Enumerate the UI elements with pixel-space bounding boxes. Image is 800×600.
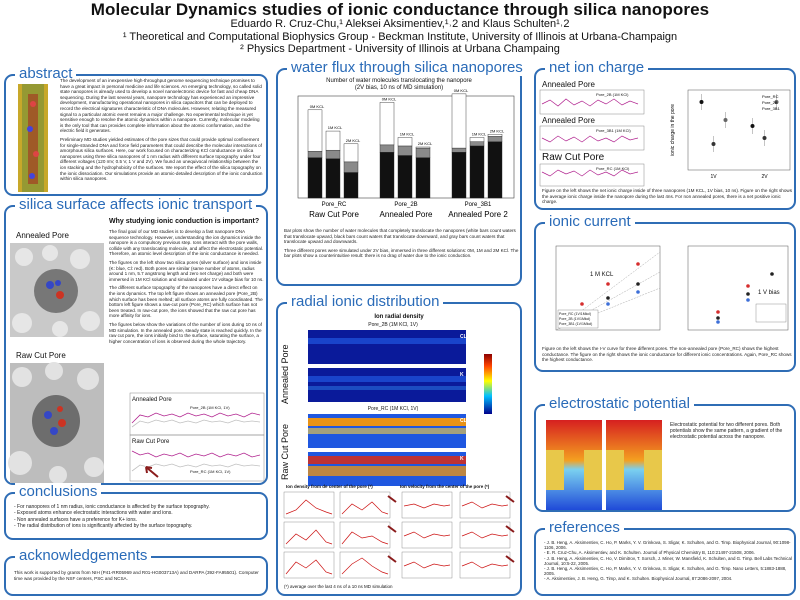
net-ion-point <box>763 136 767 140</box>
silica-title: silica surface affects ionic transport <box>15 196 256 213</box>
radial-map-title: Ion radial density <box>374 314 424 320</box>
net-ion-point <box>700 100 704 104</box>
references-panel <box>534 519 796 596</box>
water-bar <box>344 144 358 162</box>
water-bar-label: 1M KCL <box>471 131 487 137</box>
radial-ylabel-annealed: Annealed Pore <box>280 344 290 404</box>
iv-label: 1 M KCL <box>590 272 614 278</box>
net-ion-tag-3: Pore_RC (1M KCl) <box>596 166 630 171</box>
water-bar <box>344 162 358 173</box>
net-ion-label-3: Raw Cut Pore <box>542 152 605 163</box>
silica-paragraph-3: The different surface topography of the nanopores have a direct effect on the ions dynamics. The top left figure shows an annealed pore (Pore_2B) which surface has been melted; all surface atoms are fully coordinated. The bottom left figure shows a raw-cut pore (Pore_RC) which surface has not been treated. In raw-cut pore, the ions showed that the raw cut pore has more affinity for ions. <box>109 285 263 319</box>
graph2-label: Raw Cut Pore <box>132 439 170 445</box>
water-bar <box>416 158 430 198</box>
silica-heading: Why studying ionic conduction is important? <box>109 218 260 225</box>
cl-label-2: CL <box>460 418 467 424</box>
net-ion-legend-entry: Pore_RC <box>762 94 779 99</box>
net-ion-category-label: 2V <box>761 174 768 180</box>
net-ion-legend-entry: Pore_2B <box>762 100 778 105</box>
ion-density-subtitle: Ion density from de center of the pore (*) <box>286 484 373 489</box>
net-ion-point <box>751 124 755 128</box>
abstract-paragraph-1: The development of an inexpensive high-throughput genome sequencing technique promises to have a great impact in personal medicine and life sciences. An emerging technology, so called solid state nanopores is already used to develop a novel nanoelectronic device for fast and cheap DNA sequencing. During the last several years, nanopore technology has experienced an impressive development, manufacturing operational nanopores in silica capacitors that can be deployed to record the electrical signatures characteristic of DNA molecules. However, relating the measured signal to a particular atomic event remains a major challenge. No experimental technique is yet sensitive enough to resolve the atomic dynamics within a nanopore. Currently, molecular modeling is the only tool that can provides complete information about the atomic conformation, and the electric field it generates. <box>60 78 262 134</box>
water-bar <box>380 102 394 145</box>
reference-item: - J. B. Heng, A. Aksimentiev, C. Ho, V. Dimitrov, T. Sorsch, J. Miner, W. Mansfield, K. Schulten, and G. Timp. Bell Labs Technical Journal, 10:5-22, 2005. <box>544 555 792 566</box>
radial-map2-label: Pore_RC (1M KCl, 1V) <box>367 406 419 412</box>
acknowledgements-title: acknowledgements <box>15 547 151 564</box>
water-bar <box>308 151 322 157</box>
water-bar <box>488 142 502 198</box>
references-list <box>544 540 794 596</box>
net-ion-scatter-chart <box>666 84 794 188</box>
water-bar <box>326 159 340 198</box>
water-category-sublabel: Annealed Pore 2 <box>448 210 508 219</box>
water-bar-label: 1M KCL <box>399 131 415 137</box>
abstract-title: abstract <box>15 65 76 82</box>
graph2-tag: Pore_RC (1M KCl, 1V) <box>190 469 231 474</box>
water-flux-panel <box>276 59 523 286</box>
acknowledgements-text: This work is supported by grants from NIH (P41-RR05969 and R01-HG003713A) and DARPA (392-FA95501). Computer time was provided by the NSF centers, PSC and NCSA. <box>14 570 259 581</box>
water-category-label: Pore_2B <box>394 202 418 208</box>
radial-density-map-rawcut <box>308 414 466 486</box>
net-ion-tag-2: Pore_3B1 (1M KCl) <box>596 128 631 133</box>
radial-ylabel-rawcut: Raw Cut Pore <box>280 423 290 481</box>
net-ion-label-1: Annealed Pore <box>542 80 595 89</box>
radial-small-multiples <box>284 492 518 582</box>
water-bar <box>416 148 430 158</box>
conclusion-item: - Non annealed surfaces have a preference for K+ ions. <box>14 516 137 523</box>
electrostatic-caption: Electrostatic potential for two different pores. Both potentials show the same pattern, a gradient of the electrostatic potential across the nanopore. <box>670 422 783 441</box>
water-caption <box>284 228 520 286</box>
conclusions-list <box>14 504 264 540</box>
electrostatic-panel <box>534 395 796 512</box>
water-bar <box>470 146 484 198</box>
affiliation-1: ¹ Theoretical and Computational Biophysics Group - Beckman Institute, University of Illinois at Urbana-Champaign <box>122 31 678 43</box>
reference-item: - E. R. Cruz-Chu, A. Aksimentiev, and K. Schulten. Journal of Physical Chemistry B, 110:21497-21508, 2006. <box>544 550 755 556</box>
water-bar-label: 0M KCL <box>381 96 397 102</box>
water-bar <box>380 145 394 152</box>
water-bar-label: 0M KCL <box>453 87 469 93</box>
radial-density-map-annealed <box>308 330 466 402</box>
conclusion-item: - The radial distribution of ions is significantly affected by the surface topography. <box>14 523 193 530</box>
water-caption-1: Bar plots show the number of water molecules that completely translocate the nanopores (white bars count waters that translocate upward, black bars count waters that translocate downward, and gray bars count waters that translocate upward and downwards. <box>284 228 516 245</box>
affiliation-2: ² Physics Department - University of Illinois at Urbana Champaing <box>240 43 560 55</box>
net-ion-point <box>724 118 728 122</box>
radial-map1-label: Pore_2B (1M KCl, 1V) <box>368 322 418 328</box>
cl-label-1: CL <box>460 334 467 340</box>
water-category-sublabel: Raw Cut Pore <box>309 210 359 219</box>
k-label-2: K <box>460 456 464 462</box>
water-bar <box>398 137 412 146</box>
net-ion-legend-entry: Pore_3B1 <box>762 106 780 111</box>
water-caption-2: Three different pores were simulated under 2V bias, immersed in three different solutions: 0M, 1M and 2M KCl. The bar plots show a counterintuitive result: there is no drag of water due to the ionic conduction. <box>284 247 519 259</box>
net-ion-tag-1: Pore_2B (1M KCl) <box>596 92 629 97</box>
water-category-label: Pore_RC <box>321 202 347 208</box>
water-bar <box>452 152 466 198</box>
water-bar <box>326 131 340 150</box>
acknowledgements-panel <box>4 547 268 596</box>
water-category-label: Pore_3B1 <box>464 202 492 208</box>
raw-cut-pore-label: Raw Cut Pore <box>16 351 66 360</box>
radial-panel <box>276 293 522 596</box>
net-ion-label-2: Annealed Pore <box>542 116 595 125</box>
water-bar <box>416 147 430 148</box>
annealed-pore-image <box>10 243 104 337</box>
silica-paragraph-4: The figures below show the variations of the number of ions during 10 ns of MD simulation. In the annealed pore, steady state is reached quickly. In the raw cut pore, the ions initially bind to the surface, saturating the surface, a higher concentration of ions is observed during the whole trajectory. <box>109 321 262 344</box>
conclusion-item: - Exposed atoms enhance electrostatic interactions with water and ions. <box>14 510 173 517</box>
radial-footnote: (*) average over the last 4 ns of a 10 ns MD simulation <box>284 584 393 589</box>
reference-item: - J. B. Heng, A. Aksimentiev, C. Ho, P. Marks, Y. V. Grinkova, S. Sligar, K. Schulten, and G. Timp. Biophysical Journal, 90:1098-1106, 2006. <box>544 540 791 551</box>
water-bar <box>452 148 466 152</box>
water-bar <box>308 110 322 151</box>
authors: Eduardo R. Cruz-Chu,¹ Aleksei Aksimentiev,¹˒2 and Klaus Schulten¹˒2 <box>230 18 570 30</box>
conclusions-title: conclusions <box>15 483 101 500</box>
conclusion-item: - For nanopores of 1 nm radius, ionic conductance is affected by the surface topography. <box>14 504 210 510</box>
net-ion-ylabel: ionic charge in the pore <box>670 104 676 156</box>
water-bar <box>398 156 412 199</box>
silica-paragraph-1: The final goal of our MD studies is to develop a fast nanopore DNA sequence technology. However, understanding the ion dynamics inside the nanopore is a compulsory previous step. Ions interact with the pore walls, collide with any translocating molecule, and affect the electrostatic potential. Therefore, an atomic level description of the ionic conductance is needed. <box>109 229 264 257</box>
nanopore-structure-image <box>12 84 56 192</box>
ion-count-graph-rawcut <box>130 435 264 481</box>
water-bar <box>488 136 502 141</box>
electrostatic-potential-map <box>546 420 664 510</box>
iv-legend-1: Pore_RC (1V/1Mkcl) <box>559 312 592 316</box>
water-bar-label: 2M KCL <box>489 128 505 134</box>
annealed-pore-label: Annealed Pore <box>16 231 69 240</box>
water-bar <box>470 142 484 146</box>
ion-count-graph-annealed <box>130 393 264 435</box>
water-chart-title: Number of water molecules translocating the nanopore <box>326 78 472 84</box>
water-category-sublabel: Annealed Pore <box>379 210 433 219</box>
ionic-current-title: ionic current <box>545 213 635 230</box>
electrostatic-title: electrostatic potential <box>545 395 694 412</box>
water-bar <box>326 150 340 159</box>
water-flux-title: water flux through silica nanopores <box>287 59 527 76</box>
references-title: references <box>545 519 624 536</box>
red-arrow-icon <box>146 467 158 477</box>
water-bar <box>398 146 412 156</box>
k-label-1: K <box>460 372 464 378</box>
graph1-tag: Pore_2B (1M KCl, 1V) <box>190 405 230 410</box>
water-bar-label: 1M KCL <box>327 125 343 131</box>
abstract-paragraph-2: Preliminary MD studies yielded estimates of the pore sizes that could provide optimal confinement for single-stranded DNA and force field parameters that could describe the molecular interactions of amorphous silica surfaces. Here, our work focused on characterizing KCl conductance on silica nanopores using three silica nanopores of 1 nm radius with different surface topography under four different voltages (120 mV, 0.5 V, 1 V and 2V). We found an unequivocal relationship between the ion stacking and the hydrophobicity of the surfaces. We report the effect of the silica topography on the ionic dissociation. Our simulations provide an atomic-detailed description of the ionic conduction within silica nanopores. <box>60 136 263 182</box>
poster-title: Molecular Dynamics studies of ionic conductance through silica nanopores <box>90 0 710 19</box>
net-ion-panel <box>534 59 796 210</box>
water-bar <box>452 94 466 148</box>
reference-item: - J. B. Heng, A. Aksimentiev, C. Ho, P. Marks, Y. V. Grinkova, S. Sligar, K. Schulten, and G. Timp. Nano Letters, 5:1883-1888, 2005. <box>544 566 787 577</box>
conclusions-panel <box>4 483 268 540</box>
water-bar <box>308 158 322 198</box>
net-ion-title: net ion charge <box>545 59 648 76</box>
iv-legend-3: Pore_3B1 (1V/1Mkcl) <box>559 322 593 326</box>
graph1-label: Annealed Pore <box>132 397 172 403</box>
silica-text <box>109 229 265 395</box>
raw-cut-pore-image <box>10 363 104 483</box>
ion-velocity-subtitle: Ion velocity from the center of the pore (*) <box>400 484 490 489</box>
net-ion-caption: Figure on the left shows the net ionic charge inside of three nanopores (1M KCL, 1V bias, 10 ns). Figure on the right shows the average ionic charge inside the nanopore during the last 4ns. For non annealed pores, there is a net positive ionic charge. <box>542 188 792 205</box>
ionic-current-caption: Figure on the left shows the I-V curve for three different pores. The non-annealed pore (Pore_RC) shows the highest conductance. The figure on the right shows the ionic conductance for different ionic concentrations. Again, Pore_RC shows the highest conductance. <box>542 346 792 363</box>
silica-panel <box>4 196 268 485</box>
radial-title: radial ionic distribution <box>287 293 443 310</box>
net-ion-category-label: 1V <box>710 174 717 180</box>
water-bar-label: 2M KCL <box>345 137 361 143</box>
iv-legend-2: Pore_2B (1V/1Mkcl) <box>559 317 591 321</box>
abstract-text <box>60 78 264 194</box>
silica-paragraph-2: The figures on the left show two silica pores (silver surface) and ions inside (K: blue, Cl: red). Both pores are similar (same number of atoms, radius around 1 nm, 5.7 angstrong length and zero net charge) and both were immersed in 1M KCl solution and simulated under 1V voltage bias for 10 ns. <box>109 259 264 282</box>
water-bar-label: 0M KCL <box>309 103 325 109</box>
water-chart-subtitle: (2V bias, 10 ns of MD simulation) <box>354 85 444 91</box>
cond-label: 1 V bias <box>758 290 780 296</box>
ionic-current-panel <box>534 213 796 372</box>
water-bar <box>488 134 502 136</box>
reference-item: - A. Aksimentiev, J. B. Heng, G. Timp, and K. Schulten. Biophysical Journal, 87:2086-2097, 2004. <box>544 576 733 582</box>
radial-colorbar <box>484 354 492 414</box>
abstract-panel <box>4 65 268 196</box>
water-bar-label: 2M KCL <box>417 141 433 146</box>
net-ion-point <box>712 142 716 146</box>
water-bar <box>344 173 358 199</box>
water-bar <box>380 152 394 198</box>
water-bar <box>470 137 484 141</box>
